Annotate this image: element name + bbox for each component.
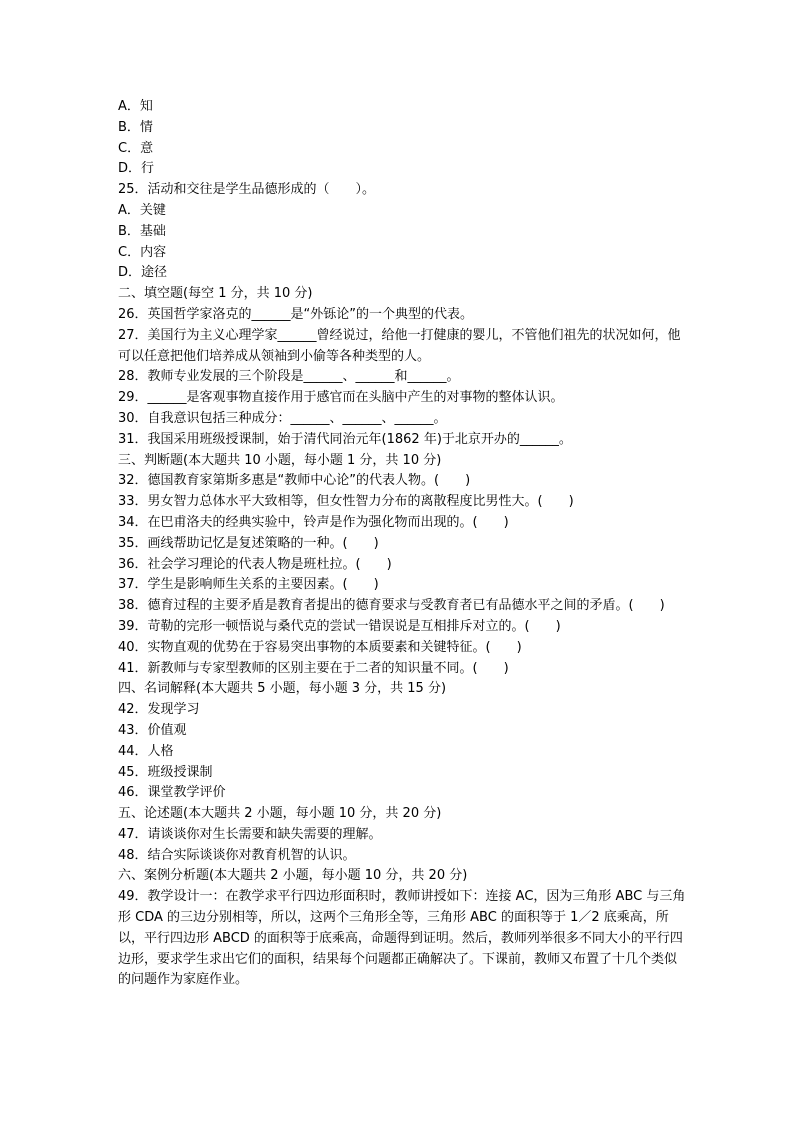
question-43: 43．价值观: [118, 722, 187, 738]
question-27: 27．美国行为主义心理学家______曾经说过，给他一打健康的婴儿，不管他们祖先的状况如何，他可以任意把他们培养成从领袖到小偷等各种类型的人。: [118, 327, 681, 364]
question-31: 31．我国采用班级授课制，始于清代同治元年(1862 年)于北京开办的______。: [118, 431, 572, 447]
question-26: 26．英国哲学家洛克的______是“外铄论”的一个典型的代表。: [118, 306, 474, 322]
question-35: 35．画线帮助记忆是复述策略的一种。( ): [118, 535, 379, 551]
question-44: 44．人格: [118, 743, 174, 759]
question-29: 29．______是客观事物直接作用于感官而在头脑中产生的对事物的整体认识。: [118, 390, 564, 406]
section-heading-terms: 四、名词解释(本大题共 5 小题，每小题 3 分，共 15 分): [118, 681, 447, 697]
question-25: 25．活动和交往是学生品德形成的（ ）。: [118, 182, 376, 198]
question-49: 49．教学设计一：在教学求平行四边形面积时，教师讲授如下：连接 AC，因为三角形 ABC 与三角形 CDA 的三边分别相等，所以，这两个三角形全等，三角形 ABC 的面积等于 1／2 底乘高，所以，平行四边形 ABCD 的面积等于底乘高，命题得到证明。然后，教师列举很多不同大小的平行四边形，要求学生求出它们的面积，结果每个问题都正确解决了。下课前，教师又布置了十几个类似的问题作为家庭作业。: [118, 889, 686, 988]
question-48: 48．结合实际谈谈你对教育机智的认识。: [118, 847, 356, 863]
option-b-qing: B．情: [118, 119, 153, 135]
question-36: 36．社会学习理论的代表人物是班杜拉。( ): [118, 556, 392, 572]
option-b-jichu: B．基础: [118, 223, 166, 239]
question-32: 32．德国教育家第斯多惠是“教师中心论”的代表人物。( ): [118, 473, 471, 489]
option-d-tujing: D．途径: [118, 265, 168, 281]
question-41: 41．新教师与专家型教师的区别主要在于二者的知识量不同。( ): [118, 660, 509, 676]
question-37: 37．学生是影响师生关系的主要因素。( ): [118, 577, 379, 593]
question-33: 33．男女智力总体水平大致相等，但女性智力分布的离散程度比男性大。( ): [118, 494, 574, 510]
question-38: 38．德育过程的主要矛盾是教育者提出的德育要求与受教育者已有品德水平之间的矛盾。( ): [118, 598, 665, 614]
section-heading-true-false: 三、判断题(本大题共 10 小题，每小题 1 分，共 10 分): [118, 452, 442, 468]
option-c-yi: C．意: [118, 140, 154, 156]
option-a-guanjian: A．关键: [118, 202, 166, 218]
question-34: 34．在巴甫洛夫的经典实验中，铃声是作为强化物而出现的。( ): [118, 514, 509, 530]
question-30: 30．自我意识包括三种成分：______、______、______。: [118, 410, 447, 426]
section-heading-essay: 五、论述题(本大题共 2 小题，每小题 10 分，共 20 分): [118, 806, 442, 822]
option-d-xing: D．行: [118, 161, 155, 177]
question-46: 46．课堂教学评价: [118, 785, 226, 801]
question-47: 47．请谈谈你对生长需要和缺失需要的理解。: [118, 826, 382, 842]
option-a-zhi: A．知: [118, 99, 153, 114]
question-42: 42．发现学习: [118, 702, 200, 718]
section-heading-fill-in: 二、填空题(每空 1 分，共 10 分): [118, 286, 313, 302]
section-heading-case-analysis: 六、案例分析题(本大题共 2 小题，每小题 10 分，共 20 分): [118, 868, 468, 884]
question-28: 28．教师专业发展的三个阶段是______、______和______。: [118, 369, 460, 385]
option-c-neirong: C．内容: [118, 244, 167, 260]
document-page: [118, 97, 688, 991]
question-39: 39．苛勒的完形一顿悟说与桑代克的尝试一错误说是互相排斥对立的。( ): [118, 618, 561, 634]
question-40: 40．实物直观的优势在于容易突出事物的本质要素和关键特征。( ): [118, 639, 522, 655]
question-45: 45．班级授课制: [118, 764, 213, 780]
